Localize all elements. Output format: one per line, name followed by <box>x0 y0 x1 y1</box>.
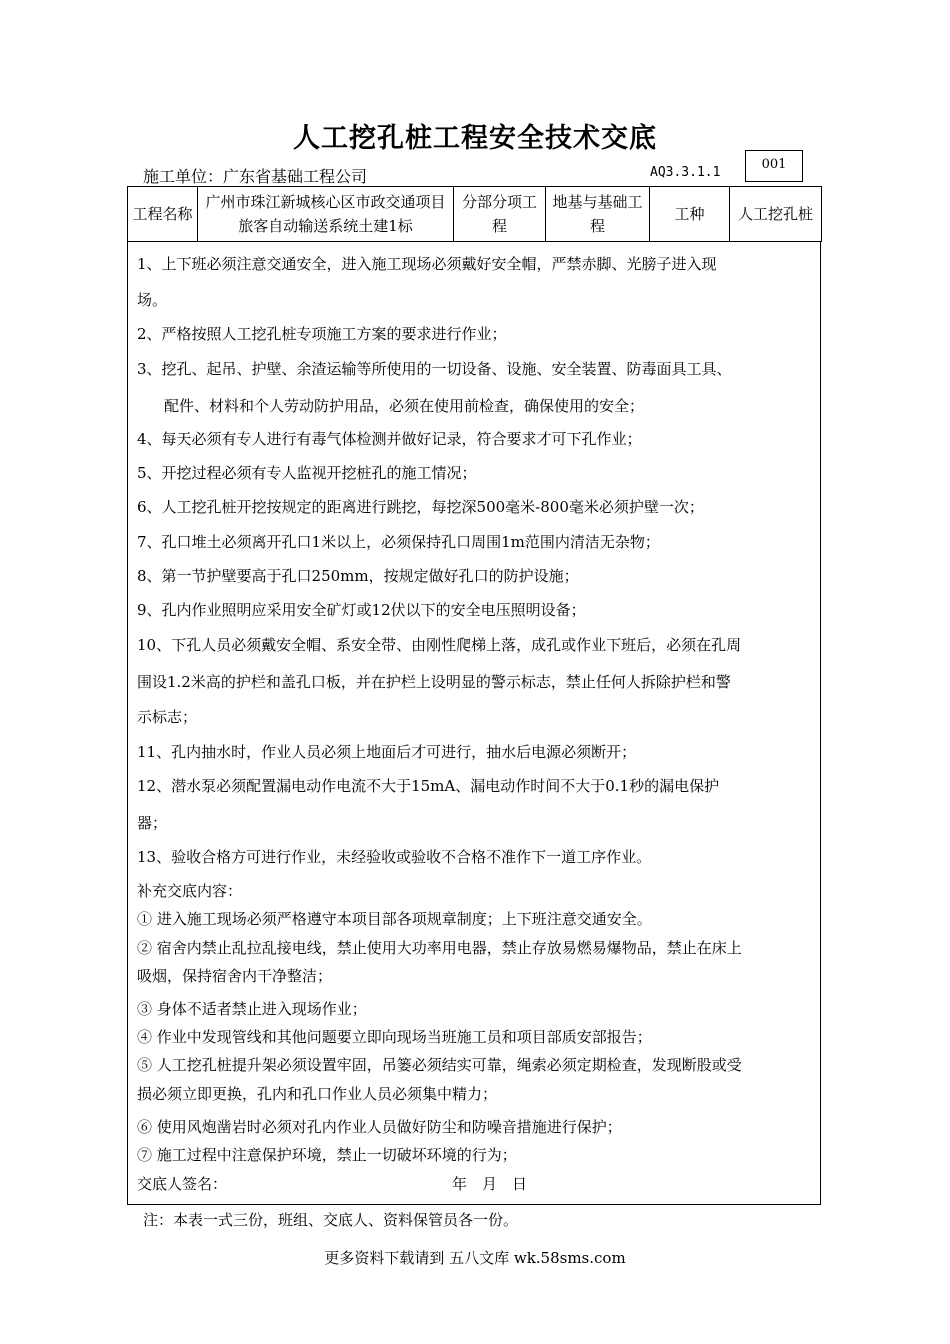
content-line: 4、每天必须有专人进行有毒气体检测并做好记录，符合要求才可下孔作业； <box>137 430 642 448</box>
content-line: 配件、材料和个人劳动防护用品，必须在使用前检查，确保使用的安全； <box>164 397 645 415</box>
content-line: 补充交底内容： <box>137 882 243 900</box>
content-line: ③ 身体不适者禁止进入现场作业； <box>137 1000 367 1018</box>
document-title: 人工挖孔桩工程安全技术交底 <box>293 123 657 154</box>
content-line: 12、潜水泵必须配置漏电动作电流不大于15mA、漏电动作时间不大于0.1秒的漏电保护 <box>137 777 720 795</box>
signature-date: 年 月 日 <box>452 1175 528 1193</box>
content-line: 6、人工挖孔桩开挖按规定的距离进行跳挖，每挖深500毫米-800毫米必须护壁一次； <box>137 498 704 516</box>
content-line: 2、严格按照人工挖孔桩专项施工方案的要求进行作业； <box>137 325 507 343</box>
content-line: ⑦ 施工过程中注意保护环境，禁止一切破坏环境的行为； <box>137 1146 517 1164</box>
content-line: 3、挖孔、起吊、护壁、余渣运输等所使用的一切设备、设施、安全装置、防毒面具工具、 <box>137 360 732 378</box>
content-line: ① 进入施工现场必须严格遵守本项目部各项规章制度；上下班注意交通安全。 <box>137 910 652 928</box>
page-footer: 更多资料下载请到 五八文库 wk.58sms.com <box>324 1249 626 1267</box>
serial-number: 001 <box>745 150 803 182</box>
header-table <box>127 186 822 242</box>
content-line: ② 宿舍内禁止乱拉乱接电线，禁止使用大功率用电器，禁止存放易燃易爆物品，禁止在床上 <box>137 939 742 957</box>
content-line: 1、上下班必须注意交通安全，进入施工现场必须戴好安全帽，严禁赤脚、光膀子进入现 <box>137 255 717 273</box>
content-line: ④ 作业中发现管线和其他问题要立即向现场当班施工员和项目部质安部报告； <box>137 1028 652 1046</box>
content-line: 损必须立即更换，孔内和孔口作业人员必须集中精力； <box>137 1085 498 1103</box>
work-type-value: 人工挖孔桩 <box>730 187 822 242</box>
table-note: 注：本表一式三份，班组、交底人、资料保管员各一份。 <box>143 1211 519 1229</box>
content-line: 13、验收合格方可进行作业，未经验收或验收不合格不准作下一道工序作业。 <box>137 848 652 866</box>
content-line: 场。 <box>137 291 168 309</box>
content-line: 5、开挖过程必须有专人监视开挖桩孔的施工情况； <box>137 464 477 482</box>
content-line: 7、孔口堆土必须离开孔口1米以上，必须保持孔口周围1m范围内清洁无杂物； <box>137 533 660 551</box>
content-line: 围设1.2米高的护栏和盖孔口板，并在护栏上设明显的警示标志，禁止任何人拆除护栏和警 <box>137 673 731 691</box>
construction-unit: 施工单位：广东省基础工程公司 <box>143 167 368 186</box>
content-line: 示标志； <box>137 708 198 726</box>
project-name-label: 工程名称 <box>128 187 198 242</box>
subdivision-value: 地基与基础工程 <box>546 187 650 242</box>
content-line: ⑥ 使用风炮凿岩时必须对孔内作业人员做好防尘和防噪音措施进行保护； <box>137 1118 622 1136</box>
work-type-label: 工种 <box>650 187 730 242</box>
content-line: 10、下孔人员必须戴安全帽、系安全带、由刚性爬梯上落，成孔或作业下班后，必须在孔周 <box>137 636 742 654</box>
signature-label: 交底人签名： <box>137 1175 228 1193</box>
project-name-value: 广州市珠江新城核心区市政交通项目旅客自动输送系统土建1标 <box>198 187 454 242</box>
content-line: 吸烟，保持宿舍内干净整洁； <box>137 967 333 985</box>
form-code: AQ3.3.1.1 <box>650 165 721 180</box>
content-line: 8、第一节护壁要高于孔口250mm，按规定做好孔口的防护设施； <box>137 567 579 585</box>
subdivision-label: 分部分项工 程 <box>454 187 546 242</box>
content-line: 11、孔内抽水时，作业人员必须上地面后才可进行，抽水后电源必须断开； <box>137 743 637 761</box>
content-line: ⑤ 人工挖孔桩提升架必须设置牢固，吊篓必须结实可靠，绳索必须定期检查，发现断股或受 <box>137 1056 742 1074</box>
content-line: 器； <box>137 814 168 832</box>
content-line: 9、孔内作业照明应采用安全矿灯或12伏以下的安全电压照明设备； <box>137 601 586 619</box>
